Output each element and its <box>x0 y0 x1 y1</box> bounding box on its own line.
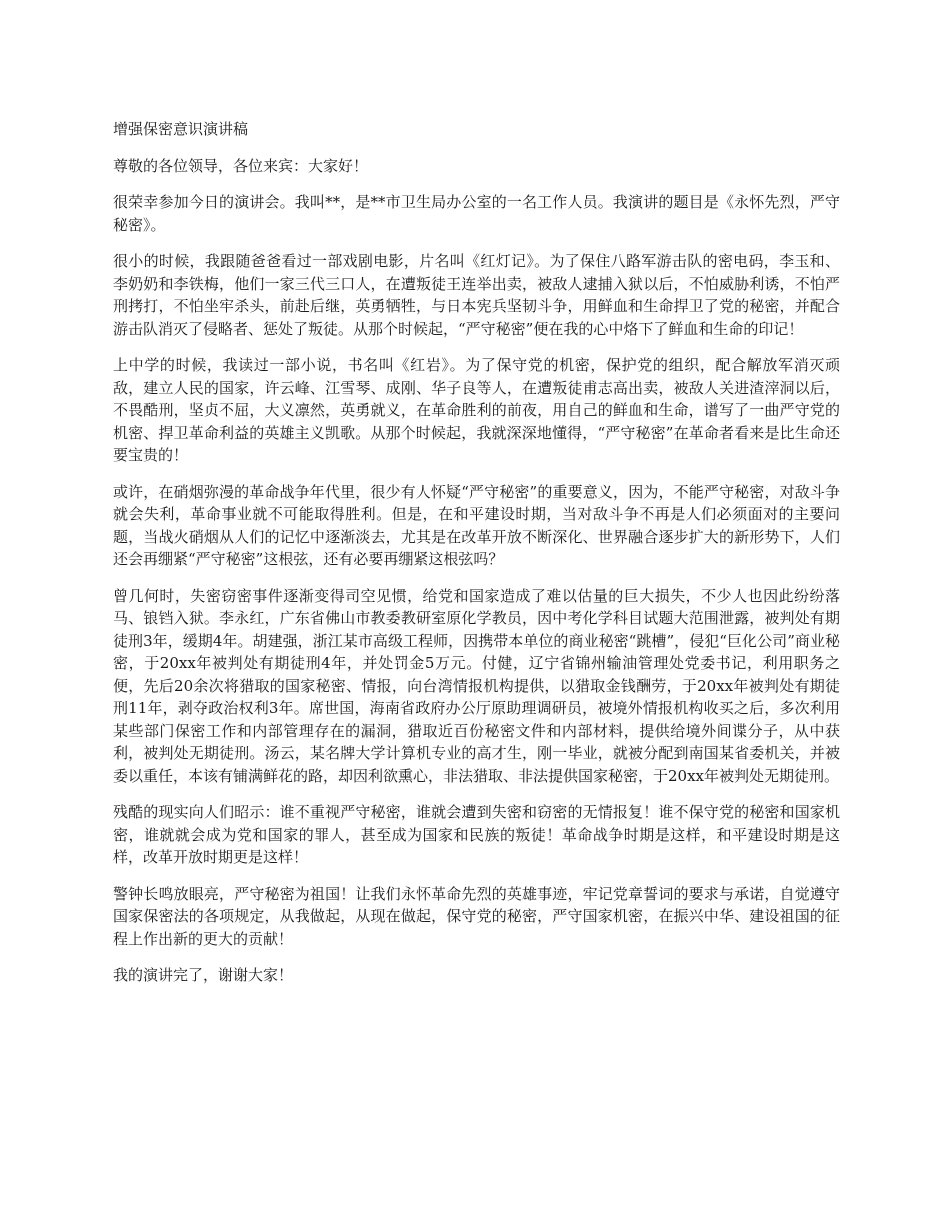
paragraph-peacetime-question: 或许，在硝烟弥漫的革命战争年代里，很少有人怀疑“严守秘密”的重要意义，因为，不能严守秘密，对敌斗争就会失利，革命事业就不可能取得胜利。但是，在和平建设时期，当对敌斗争不再是人们必须面对的主要问题，当战火硝烟从人们的记忆中逐渐淡去，尤其是在改革开放不断深化、世界融合逐步扩大的新形势下，人们还会再绷紧“严守秘密”这根弦，还有必要再绷紧这根弦吗？ <box>113 482 840 568</box>
paragraph-red-lantern: 很小的时候，我跟随爸爸看过一部戏剧电影，片名叫《红灯记》。为了保住八路军游击队的密电码，李玉和、李奶奶和李铁梅，他们一家三代三口人，在遭叛徒王连举出卖，被敌人逮捕入狱以后，不怕威胁利诱，不怕严刑拷打，不怕坐牢杀头，前赴后继，英勇牺牲，与日本宪兵坚韧斗争，用鲜血和生命捍卫了党的秘密，并配合游击队消灭了侵略者、惩处了叛徒。从那个时候起，“严守秘密”便在我的心中烙下了鲜血和生命的印记！ <box>113 252 840 338</box>
paragraph-call-to-action: 警钟长鸣放眼亮，严守秘密为祖国！让我们永怀革命先烈的英雄事迹，牢记党章誓词的要求与承诺，自觉遵守国家保密法的各项规定，从我做起，从现在做起，保守党的秘密，严守国家机密，在振兴中华、建设祖国的征程上作出新的更大的贡献！ <box>113 884 840 948</box>
paragraph-introduction: 很荣幸参加今日的演讲会。我叫**，是**市卫生局办公室的一名工作人员。我演讲的题目是《永怀先烈，严守秘密》。 <box>113 193 840 234</box>
paragraph-red-crag: 上中学的时候，我读过一部小说，书名叫《红岩》。为了保守党的机密，保护党的组织，配合解放军消灭顽敌，建立人民的国家，许云峰、江雪琴、成刚、华子良等人，在遭叛徒甫志高出卖，被敌人关进渣滓洞以后，不畏酷刑，坚贞不屈，大义凛然，英勇就义，在革命胜利的前夜，用自己的鲜血和生命，谱写了一曲严守党的机密、捍卫革命利益的英雄主义凯歌。从那个时候起，我就深深地懂得，“严守秘密”在革命者看来是比生命还要宝贵的！ <box>113 356 840 464</box>
paragraph-greeting: 尊敬的各位领导，各位来宾：大家好！ <box>113 156 369 175</box>
document-title: 增强保密意识演讲稿 <box>113 120 249 138</box>
document-page <box>113 118 840 1001</box>
paragraph-closing: 我的演讲完了，谢谢大家！ <box>113 966 294 984</box>
paragraph-warning: 残酷的现实向人们昭示：谁不重视严守秘密，谁就会遭到失密和窃密的无情报复！谁不保守党的秘密和国家机密，谁就就会成为党和国家的罪人，甚至成为国家和民族的叛徒！革命战争时期是这样，和平建设时期是这样，改革开放时期更是这样！ <box>113 803 840 866</box>
paragraph-leak-cases: 曾几何时，失密窃密事件逐渐变得司空见惯，给党和国家造成了难以估量的巨大损失，不少人也因此纷纷落马、锒铛入狱。李永红，广东省佛山市教委教研室原化学教员，因中考化学科目试题大范围泄露，被判处有期徒刑3年，缓期4年。胡建强，浙江某市高级工程师，因携带本单位的商业秘密“跳槽”，侵犯“巨化公司”商业秘密，于20xx年被判处有期徒刑4年，并处罚金5万元。付健，辽宁省锦州输油管理处党委书记，利用职务之便，先后20余次将猎取的国家秘密、情报，向台湾情报机构提供，以猎取金钱酬劳，于20xx年被判处有期徒刑11年，剥夺政治权利3年。席世国，海南省政府办公厅原助理调研员，被境外情报机构收买之后，多次利用某些部门保密工作和内部管理存在的漏洞，猎取近百份秘密文件和内部材料，提供给境外间谍分子，从中获利，被判处无期徒刑。汤云，某名牌大学计算机专业的高才生，刚一毕业，就被分配到南国某省委机关，并被委以重任，本该有铺满鲜花的路，却因利欲熏心，非法猎取、非法提供国家秘密，于20xx年被判处无期徒刑。 <box>113 586 840 785</box>
